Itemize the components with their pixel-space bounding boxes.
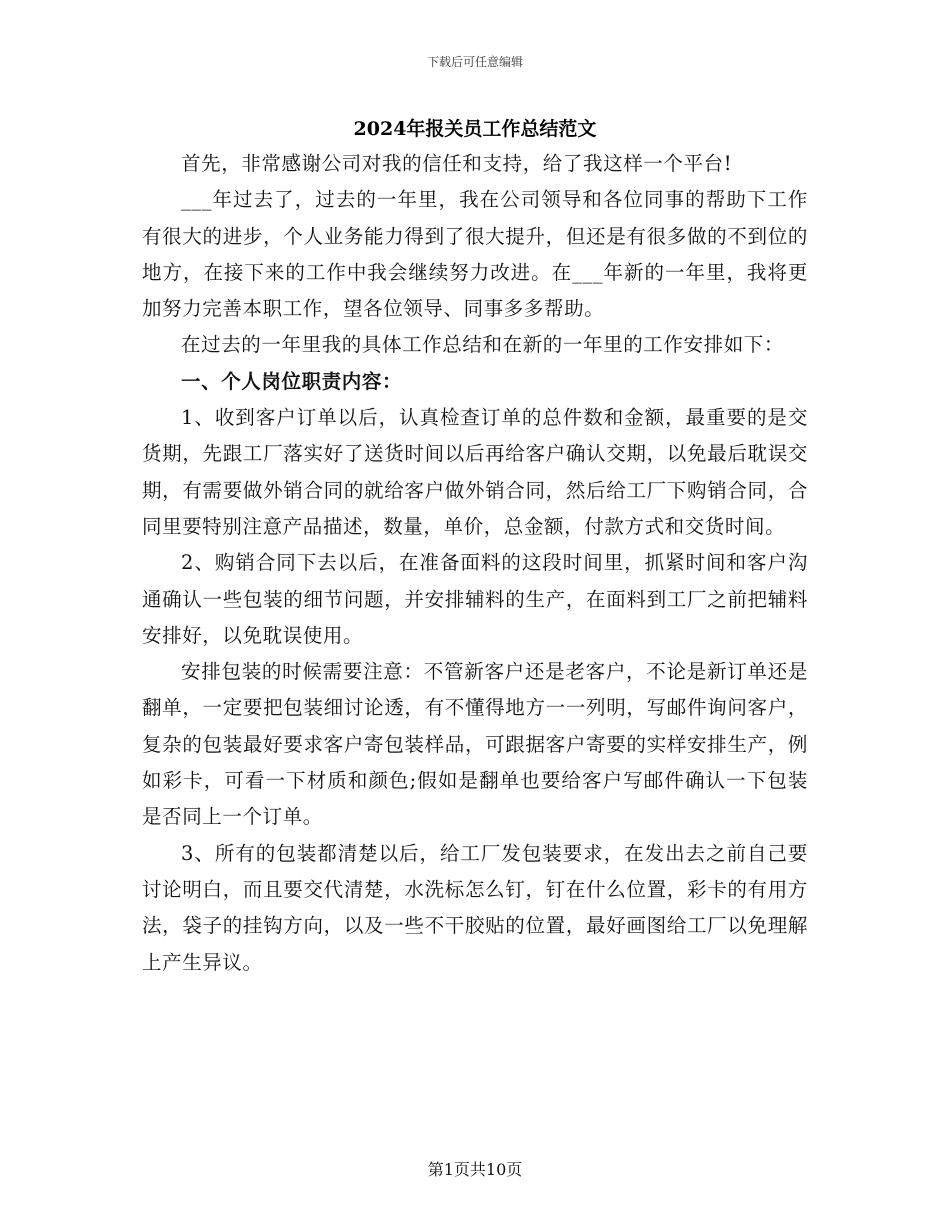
page-number: 第1页共10页 [427, 1160, 523, 1179]
paragraph-intro: 在过去的一年里我的具体工作总结和在新的一年里的工作安排如下： [181, 333, 785, 357]
document-title: 2024年报关员工作总结范文 [353, 118, 597, 140]
header-note: 下载后可任意编辑 [426, 55, 523, 69]
paragraph-year-review: ___年过去了，过去的一年里，我在公司领导和各位同事的帮助下工作有很大的进步，个人业务能力得到了很大提升，但还是有很多做的不到位的地方，在接下来的工作中我会继续努力改进。在___年新的一年里，我将更加努力完善本职工作，望各位领导、同事多多帮助。 [142, 188, 808, 321]
section-heading-duties: 一、个人岗位职责内容： [181, 369, 403, 393]
paragraph-item-2: 2、购销合同下去以后，在准备面料的这段时间里，抓紧时间和客户沟通确认一些包装的细节问题，并安排辅料的生产，在面料到工厂之前把辅料安排好，以免耽误使用。 [142, 551, 808, 647]
paragraph-thanks: 首先，非常感谢公司对我的信任和支持，给了我这样一个平台! [181, 152, 733, 175]
paragraph-packaging-notes: 安排包装的时候需要注意：不管新客户还是老客户，不论是新订单还是翻单，一定要把包装细讨论透，有不懂得地方一一列明，写邮件询问客户，复杂的包装最好要求客户寄包装样品，可跟据客户寄要的实样安排生产，例如彩卡，可看一下材质和颜色;假如是翻单也要给客户写邮件确认一下包装是否同上一个订单。 [142, 660, 808, 829]
document-body [142, 146, 808, 981]
paragraph-item-1: 1、收到客户订单以后，认真检查订单的总件数和金额，最重要的是交货期，先跟工厂落实好了送货时间以后再给客户确认交期，以免最后耽误交期，有需要做外销合同的就给客户做外销合同，然后给工厂下购销合同，合同里要特别注意产品描述，数量，单价，总金额，付款方式和交货时间。 [142, 406, 808, 538]
paragraph-item-3: 3、所有的包装都清楚以后，给工厂发包装要求，在发出去之前自己要讨论明白，而且要交代清楚，水洗标怎么钉，钉在什么位置，彩卡的有用方法，袋子的挂钩方向，以及一些不干胶贴的位置，最好画图给工厂以免理解上产生异议。 [142, 841, 808, 974]
